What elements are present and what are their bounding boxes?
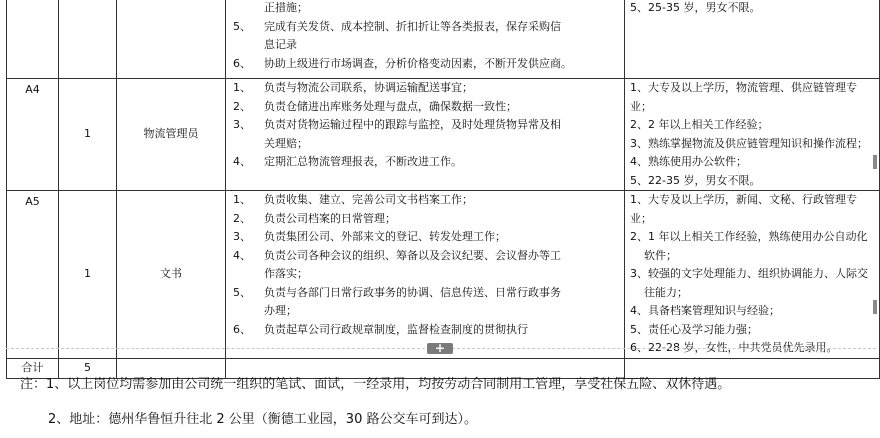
total-label: 合计 [7, 358, 59, 378]
requirements-cell [625, 191, 880, 359]
duty-item: 2、 负责仓储进出库账务处理与盘点，确保数据一致性； [233, 99, 517, 113]
table-row-continuation [7, 0, 880, 79]
requirement-item: 6、22-28 岁，女性，中共党员优先录用。 [630, 341, 838, 354]
table-row-a5 [7, 191, 880, 359]
duty-item: 6、 协助上级进行市场调查，分析价格变动因素，不断开发供应商。 [233, 56, 572, 70]
code-cell: A4 [7, 79, 59, 191]
margin-marker [873, 155, 877, 169]
requirement-item: 4、熟练使用办公软件； [630, 155, 747, 168]
margin-marker [873, 300, 877, 314]
total-count: 5 [59, 358, 117, 378]
note-address: 2、地址：德州华鲁恒升往北 2 公里（衡德工业园，30 路公交车可到达）。 [48, 412, 477, 427]
duty-item: 正措施； [264, 1, 308, 14]
requirement-item: 5、25-35 岁，男女不限。 [630, 1, 761, 14]
requirement-item: 5、22-35 岁，男女不限。 [630, 173, 761, 187]
duty-item: 3、 负责集团公司、外部来文的登记、转发处理工作； [233, 230, 506, 243]
count-cell: 1 [59, 191, 117, 359]
duty-item: 4、 定期汇总物流管理报表，不断改进工作。 [233, 155, 462, 168]
requirement-item: 2、1 年以上相关工作经验，熟练使用办公自动化 软件； [630, 230, 868, 262]
duty-item: 2、 负责公司档案的日常管理； [233, 211, 396, 225]
count-cell [59, 0, 117, 79]
duty-item: 4、 负责公司各种会议的组织、筹备以及会议纪要、会议督办等工 作落实； [233, 248, 561, 280]
duties-cell [226, 0, 625, 79]
requirement-item: 5、责任心及学习能力强； [630, 322, 758, 336]
requirement-item: 3、较强的文字处理能力、组织协调能力、人际交 往能力； [630, 267, 868, 299]
title-cell [117, 0, 226, 79]
duty-item: 6、 负责起草公司行政规章制度，监督检查制度的贯彻执行 [233, 322, 528, 336]
requirements-cell [625, 0, 880, 79]
requirement-item: 3、熟练掌握物流及供应链管理知识和操作流程； [630, 136, 868, 150]
duties-cell [226, 79, 625, 191]
requirement-item: 2、2 年以上相关工作经验； [630, 118, 769, 131]
count-cell: 1 [59, 79, 117, 191]
job-table [6, 0, 880, 379]
title-cell: 物流管理员 [117, 79, 226, 191]
requirement-item: 1、大专及以上学历，物流管理、供应链管理专业； [630, 81, 857, 113]
duty-item: 5、 完成有关发货、成本控制、折扣折让等各类报表，保存采购信 息记录 [233, 19, 561, 51]
requirement-item: 1、大专及以上学历，新闻、文秘、行政管理专业； [630, 193, 857, 225]
requirements-cell [625, 79, 880, 191]
code-cell: A5 [7, 191, 59, 359]
note-employment-terms: 注：1、以上岗位均需参加由公司统一组织的笔试、面试，一经录用，均按劳动合同制用工管理，享受社保五险、双休待遇。 [20, 377, 731, 392]
code-cell [7, 0, 59, 79]
table-row-a4 [7, 79, 880, 191]
duty-item: 1、 负责收集、建立、完善公司文书档案工作； [233, 193, 473, 206]
duty-item: 5、 负责与各部门日常行政事务的协调、信息传送、日常行政事务 办理； [233, 285, 561, 317]
requirement-item: 4、具备档案管理知识与经验； [630, 304, 780, 317]
duties-cell [226, 191, 625, 359]
duty-item: 1、 负责与物流公司联系，协调运输配送事宜； [233, 81, 473, 94]
duty-item: 3、 负责对货物运输过程中的跟踪与监控，及时处理货物异常及相 关理赔； [233, 118, 561, 150]
title-cell: 文书 [117, 191, 226, 359]
plus-icon[interactable]: + [427, 343, 453, 354]
